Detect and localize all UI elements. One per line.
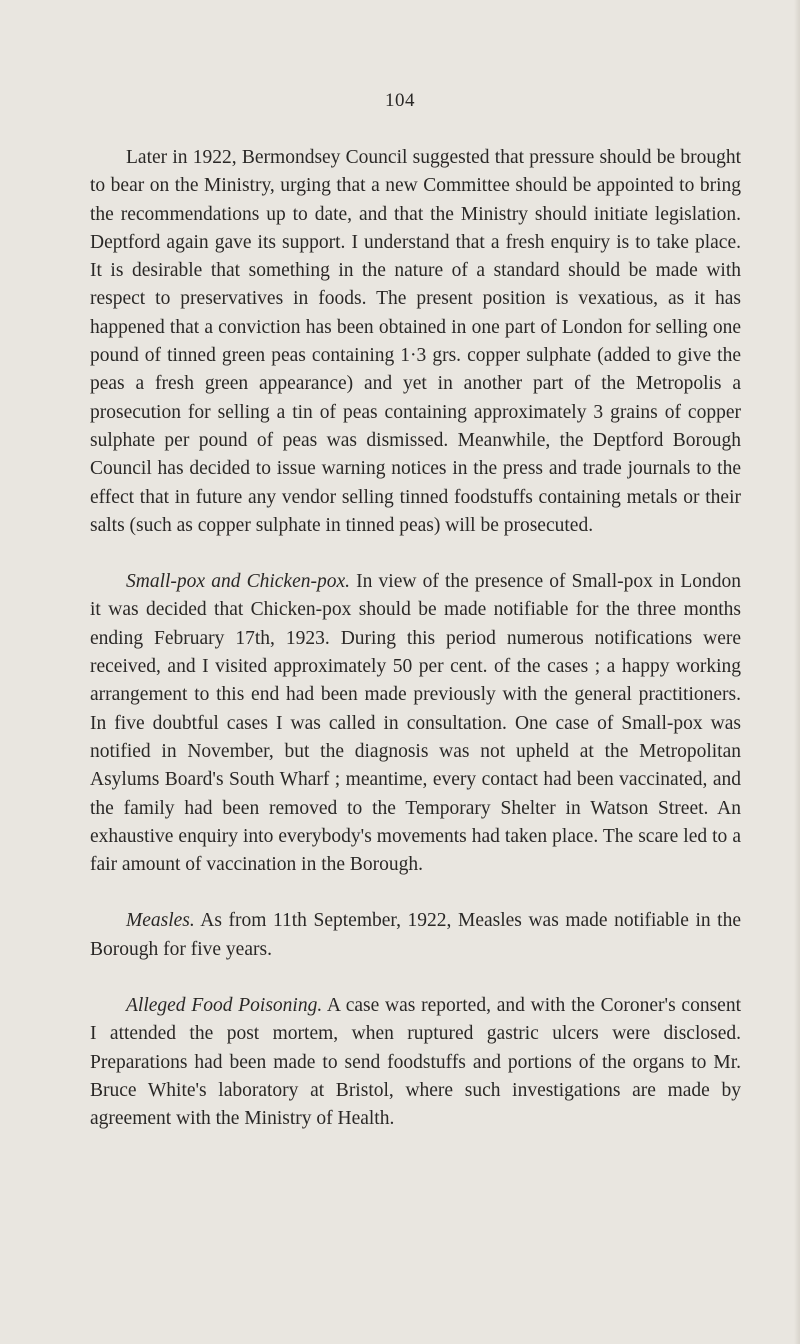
paragraph-text: A case was reported, and with the Coroner's consent I attended the post mortem, when ruptured gastric ulcers were disclosed. Preparations had been made to send foodstuffs and portions of the organs to Mr. Bruce White's laboratory at Bristol, where such investigations are made by agreement with the Ministry of Health. [90, 995, 741, 1130]
paragraph-food-poisoning [90, 992, 741, 1133]
page-edge-shadow [794, 0, 800, 1344]
paragraph-measles [90, 907, 741, 964]
body-text [90, 144, 741, 1162]
paragraph-small-pox [90, 568, 741, 879]
section-heading-small-pox: Small-pox and Chicken-pox. [126, 571, 351, 593]
paragraph-text: As from 11th September, 1922, Measles was made notifiable in the Borough for five years. [90, 910, 741, 960]
page-number: 104 [385, 90, 415, 111]
section-heading-measles: Measles. [126, 910, 195, 932]
paragraph-text: Later in 1922, Bermondsey Council suggested that pressure should be brought to bear on the Ministry, urging that a new Committee should be appointed to bring the recommendations up to date, and that the Ministry should initiate legislation. Deptford again gave its support. I understand that a fresh enquiry is to take place. It is desirable that something in the nature of a standard should be made with respect to preservatives in foods. The present position is vexatious, as it has happened that a conviction has been obtained in one part of London for selling one pound of tinned green peas containing 1·3 grs. copper sulphate (added to give the peas a fresh green appearance) and yet in another part of the Metropolis a prosecution for selling a tin of peas containing approximately 3 grains of copper sulphate per pound of peas was dismissed. Meanwhile, the Deptford Borough Council has decided to issue warning notices in the press and trade journals to the effect that in future any vendor selling tinned foodstuffs containing metals or their salts (such as copper sulphate in tinned peas) will be prosecuted. [90, 147, 741, 536]
paragraph-preservatives [90, 144, 741, 540]
section-heading-food-poisoning: Alleged Food Poisoning. [126, 995, 323, 1017]
paragraph-text: In view of the presence of Small-pox in London it was decided that Chicken-pox should be made notifiable for the three months ending February 17th, 1923. During this period numerous notifications were received, and I visited approximately 50 per cent. of the cases ; a happy working arrangement to this end had been made previously with the general practitioners. In five doubtful cases I was called in consultation. One case of Small-pox was notified in November, but the diagnosis was not upheld at the Metropolitan Asylums Board's South Wharf ; meantime, every contact had been vaccinated, and the family had been removed to the Temporary Shelter in Watson Street. An exhaustive enquiry into everybody's movements had taken place. The scare led to a fair amount of vaccination in the Borough. [90, 571, 741, 876]
